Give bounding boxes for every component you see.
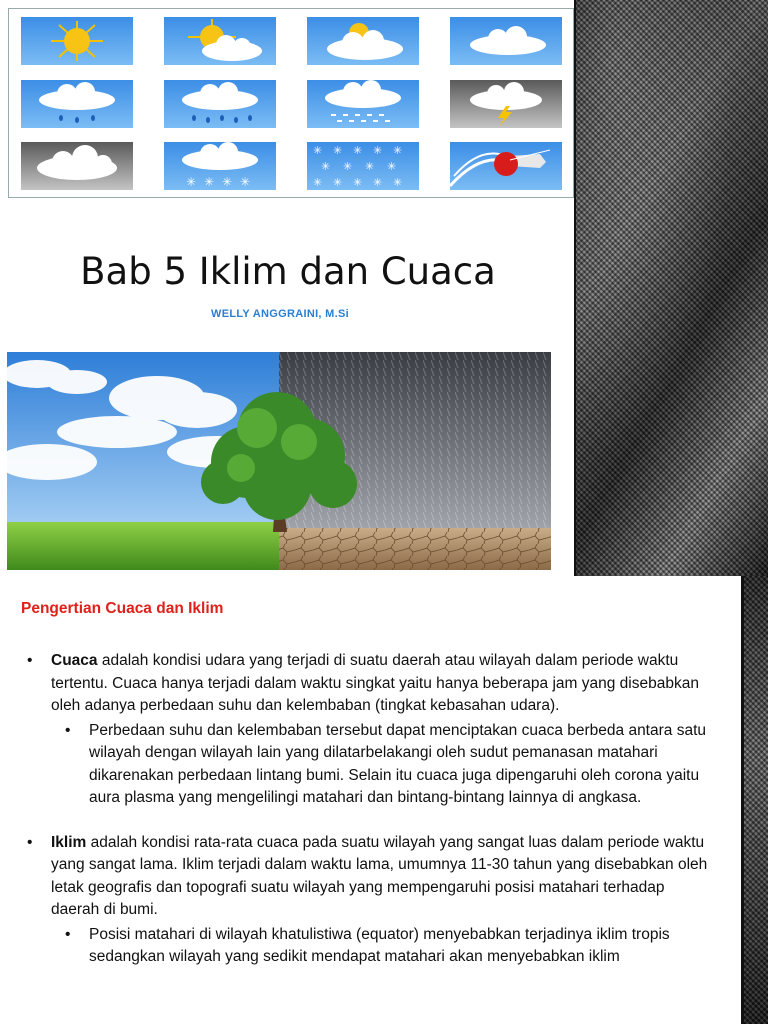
svg-text:✳: ✳ — [373, 176, 383, 189]
svg-text:✳: ✳ — [393, 176, 403, 189]
weather-icons-grid — [8, 8, 574, 198]
list-item — [0, 720, 740, 810]
sunny-icon — [21, 17, 133, 65]
section-heading: Pengertian Cuaca dan Iklim — [21, 600, 224, 617]
snow-icon — [164, 142, 276, 190]
heavy-snow-icon — [307, 142, 419, 190]
list-item — [0, 832, 740, 922]
term-cuaca: Cuaca — [51, 652, 98, 669]
sub-point-text: Perbedaan suhu dan kelembaban tersebut dapat menciptakan cuaca berbeda antara satu wilayah dengan wilayah lain yang dilatarbelakangi oleh sudut pemanasan matahari dikarenakan perbedaan lintang bumi. Selain itu cuaca juga dipengaruhi oleh corona yaitu aura plasma yang mengelilingi matahari dan bintang-bintang lainnya di angkasa. — [89, 721, 706, 806]
svg-text:✳: ✳ — [204, 175, 215, 189]
svg-text:✳: ✳ — [333, 176, 343, 189]
list-item — [0, 924, 740, 969]
svg-text:✳: ✳ — [353, 176, 363, 189]
overcast-icon — [21, 142, 133, 190]
svg-text:✳: ✳ — [353, 144, 363, 157]
svg-text:✳: ✳ — [313, 144, 323, 157]
drizzle-icon — [307, 80, 419, 128]
svg-text:✳: ✳ — [321, 160, 331, 173]
carbon-fiber-background — [744, 576, 768, 1024]
carbon-fiber-background — [576, 0, 768, 576]
author-name: WELLY ANGGRAINI, M.Si — [211, 308, 349, 320]
bullet-icon: • — [27, 652, 33, 669]
slide-title: Bab 5 Iklim dan Cuaca — [80, 250, 496, 293]
cloudy-icon — [450, 17, 562, 65]
svg-text:✳: ✳ — [240, 175, 251, 189]
bullet-icon: • — [65, 925, 71, 943]
svg-text:✳: ✳ — [222, 175, 233, 189]
definition-text: adalah kondisi udara yang terjadi di suatu daerah atau wilayah dalam periode waktu tertentu. Cuaca hanya terjadi dalam waktu singkat yaitu hanya beberapa jam yang disebabkan oleh adanya perbedaan suhu dan kelembaban (tingkat kebasahan udara). — [51, 652, 699, 714]
svg-text:✳: ✳ — [365, 160, 375, 173]
wind-icon — [450, 142, 562, 190]
svg-text:✳: ✳ — [387, 160, 397, 173]
definition-text: adalah kondisi rata-rata cuaca pada suatu wilayah yang sangat luas dalam periode waktu yang sangat lama. Iklim terjadi dalam waktu lama, umumnya 11-30 tahun yang disebabkan oleh letak geografis dan topografi suatu wilayah yang mempengaruhi posisi matahari terhadap daerah di bumi. — [51, 833, 708, 918]
sun-cloud-icon — [164, 17, 276, 65]
list-item — [0, 650, 740, 718]
svg-text:✳: ✳ — [373, 144, 383, 157]
svg-text:✳: ✳ — [343, 160, 353, 173]
sub-point-text: Posisi matahari di wilayah khatulistiwa (equator) menyebabkan terjadinya iklim tropis sedangkan wilayah yang sedikit mendapat matahari akan menyebabkan iklim — [89, 925, 670, 965]
thunderstorm-icon — [450, 80, 562, 128]
bullet-icon: • — [27, 833, 33, 851]
svg-text:✳: ✳ — [186, 175, 197, 189]
bullet-list — [0, 650, 740, 969]
tree-climate-photo — [7, 352, 551, 570]
definition-slide — [0, 576, 744, 1024]
svg-text:✳: ✳ — [333, 144, 343, 157]
bullet-icon: • — [65, 721, 71, 739]
title-slide — [0, 0, 576, 576]
svg-text:✳: ✳ — [313, 176, 323, 189]
rain-icon — [164, 80, 276, 128]
partly-cloudy-icon — [307, 17, 419, 65]
term-iklim: Iklim — [51, 833, 87, 851]
svg-text:✳: ✳ — [393, 144, 403, 157]
light-rain-icon — [21, 80, 133, 128]
